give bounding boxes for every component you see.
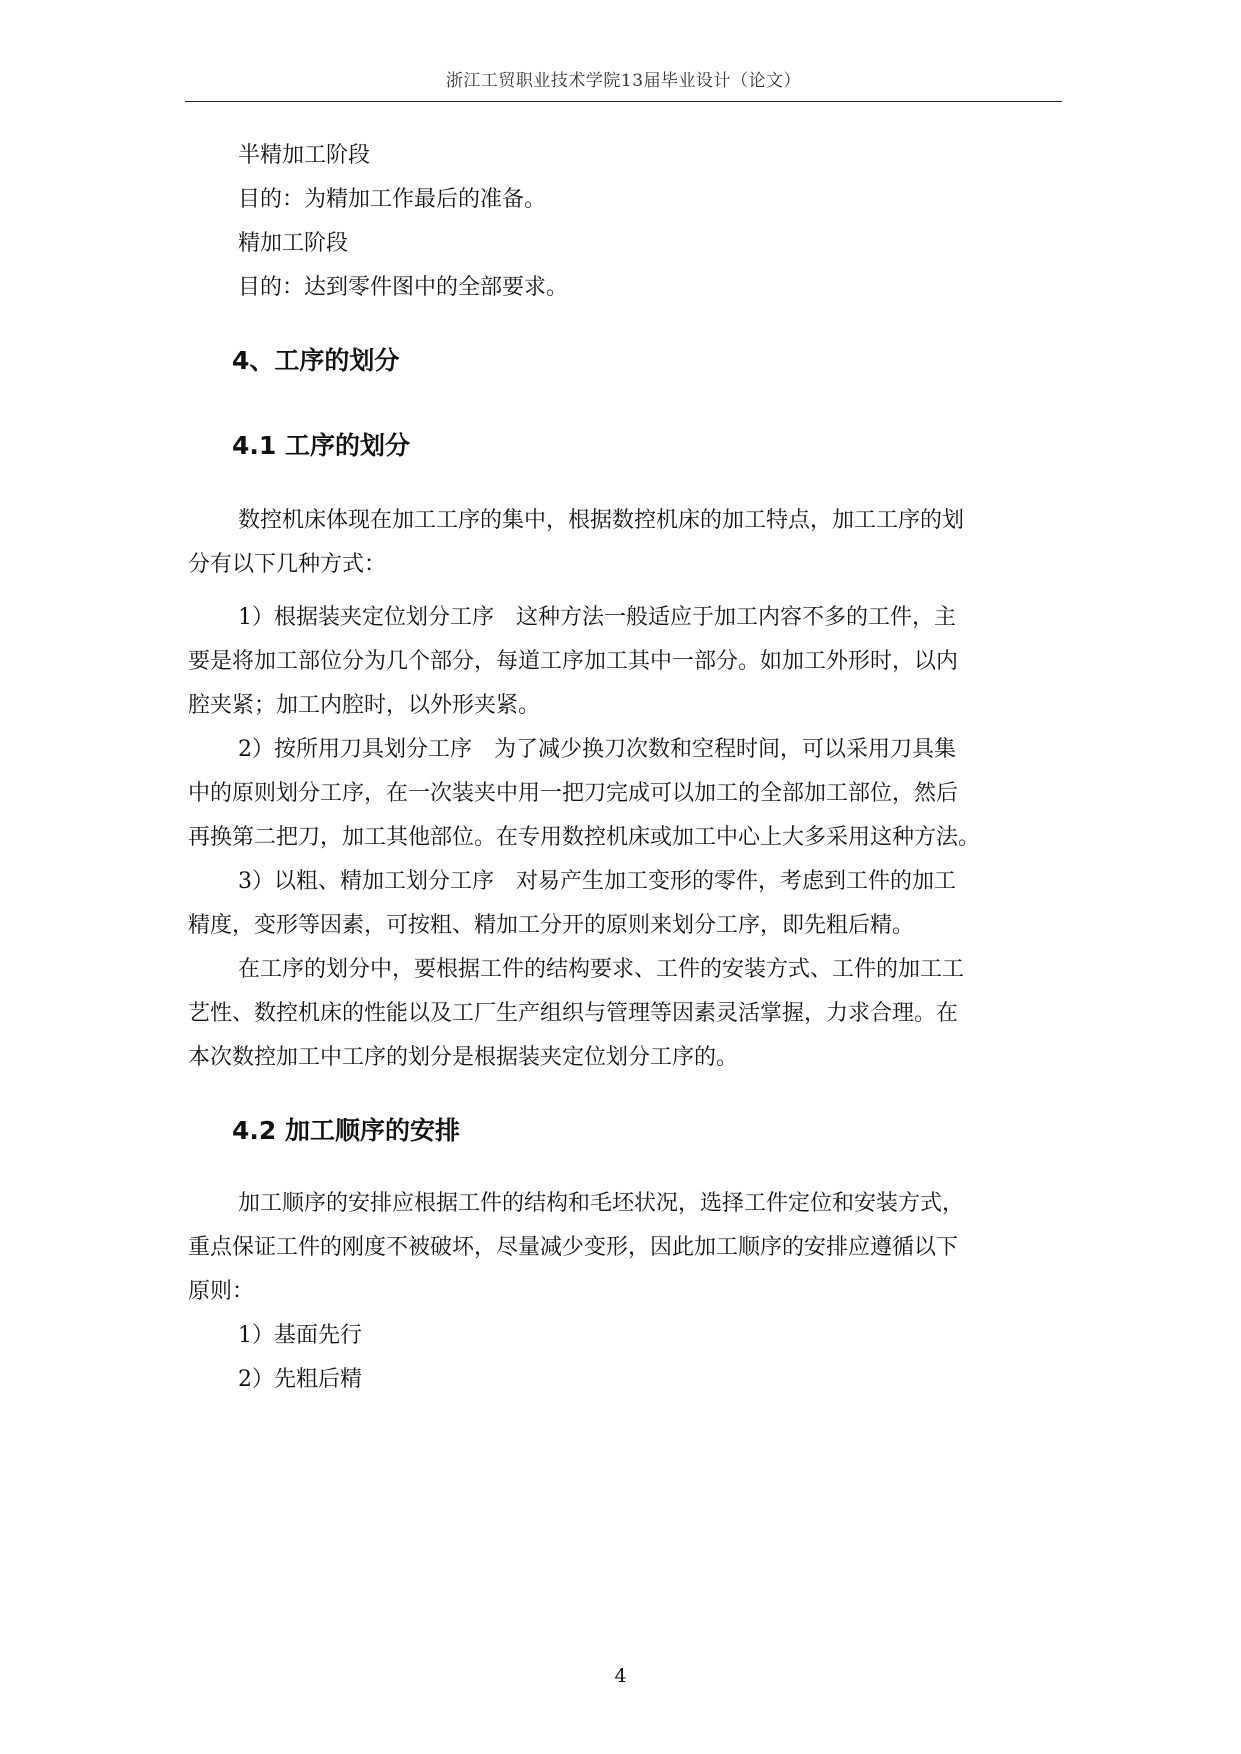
paragraph-line: 本次数控加工中工序的划分是根据装夹定位划分工序的。 — [188, 1045, 739, 1070]
paragraph-line: 腔夹紧；加工内腔时，以外形夹紧。 — [188, 693, 541, 718]
paragraph-line: 再换第二把刀，加工其他部位。在专用数控机床或加工中心上大多采用这种方法。 — [188, 825, 981, 850]
paragraph-line: 半精加工阶段 — [238, 143, 371, 168]
page-number: 4 — [614, 1665, 627, 1687]
paragraph-line: 精加工阶段 — [238, 231, 349, 256]
paragraph-line: 艺性、数控机床的性能以及工厂生产组织与管理等因素灵活掌握，力求合理。在 — [188, 1001, 959, 1026]
paragraph-line: 分有以下几种方式： — [188, 552, 387, 577]
list-item: 2）先粗后精 — [238, 1367, 362, 1392]
paragraph-line: 要是将加工部位分为几个部分，每道工序加工其中一部分。如加工外形时，以内 — [188, 649, 959, 674]
section-heading: 4、工序的划分 — [232, 346, 400, 375]
paragraph-line: 目的：为精加工作最后的准备。 — [238, 187, 547, 212]
list-item: 1）基面先行 — [238, 1323, 362, 1348]
paragraph-line: 加工顺序的安排应根据工件的结构和毛坯状况，选择工件定位和安装方式， — [238, 1191, 965, 1216]
paragraph-line: 重点保证工件的刚度不被破坏，尽量减少变形，因此加工顺序的安排应遵循以下 — [188, 1235, 959, 1260]
paragraph-line: 数控机床体现在加工工序的集中，根据数控机床的加工特点，加工工序的划 — [238, 508, 965, 533]
paragraph-line: 2）按所用刀具划分工序 为了减少换刀次数和空程时间，可以采用刀具集 — [238, 737, 956, 762]
paragraph-line: 目的：达到零件图中的全部要求。 — [238, 275, 569, 300]
paragraph-line: 精度，变形等因素，可按粗、精加工分开的原则来划分工序，即先粗后精。 — [188, 913, 915, 938]
paragraph-line: 1）根据装夹定位划分工序 这种方法一般适应于加工内容不多的工件，主 — [238, 605, 956, 630]
paragraph-line: 中的原则划分工序，在一次装夹中用一把刀完成可以加工的全部加工部位，然后 — [188, 781, 959, 806]
header-rule — [185, 101, 1062, 102]
paragraph-line: 在工序的划分中，要根据工件的结构要求、工件的安装方式、工件的加工工 — [238, 957, 965, 982]
paragraph-line: 原则： — [188, 1279, 255, 1304]
subsection-heading: 4.2 加工顺序的安排 — [232, 1116, 460, 1145]
running-header: 浙江工贸职业技术学院13届毕业设计（论文） — [445, 71, 802, 91]
paragraph-line: 3）以粗、精加工划分工序 对易产生加工变形的零件，考虑到工件的加工 — [238, 869, 956, 894]
subsection-heading: 4.1 工序的划分 — [232, 431, 410, 460]
